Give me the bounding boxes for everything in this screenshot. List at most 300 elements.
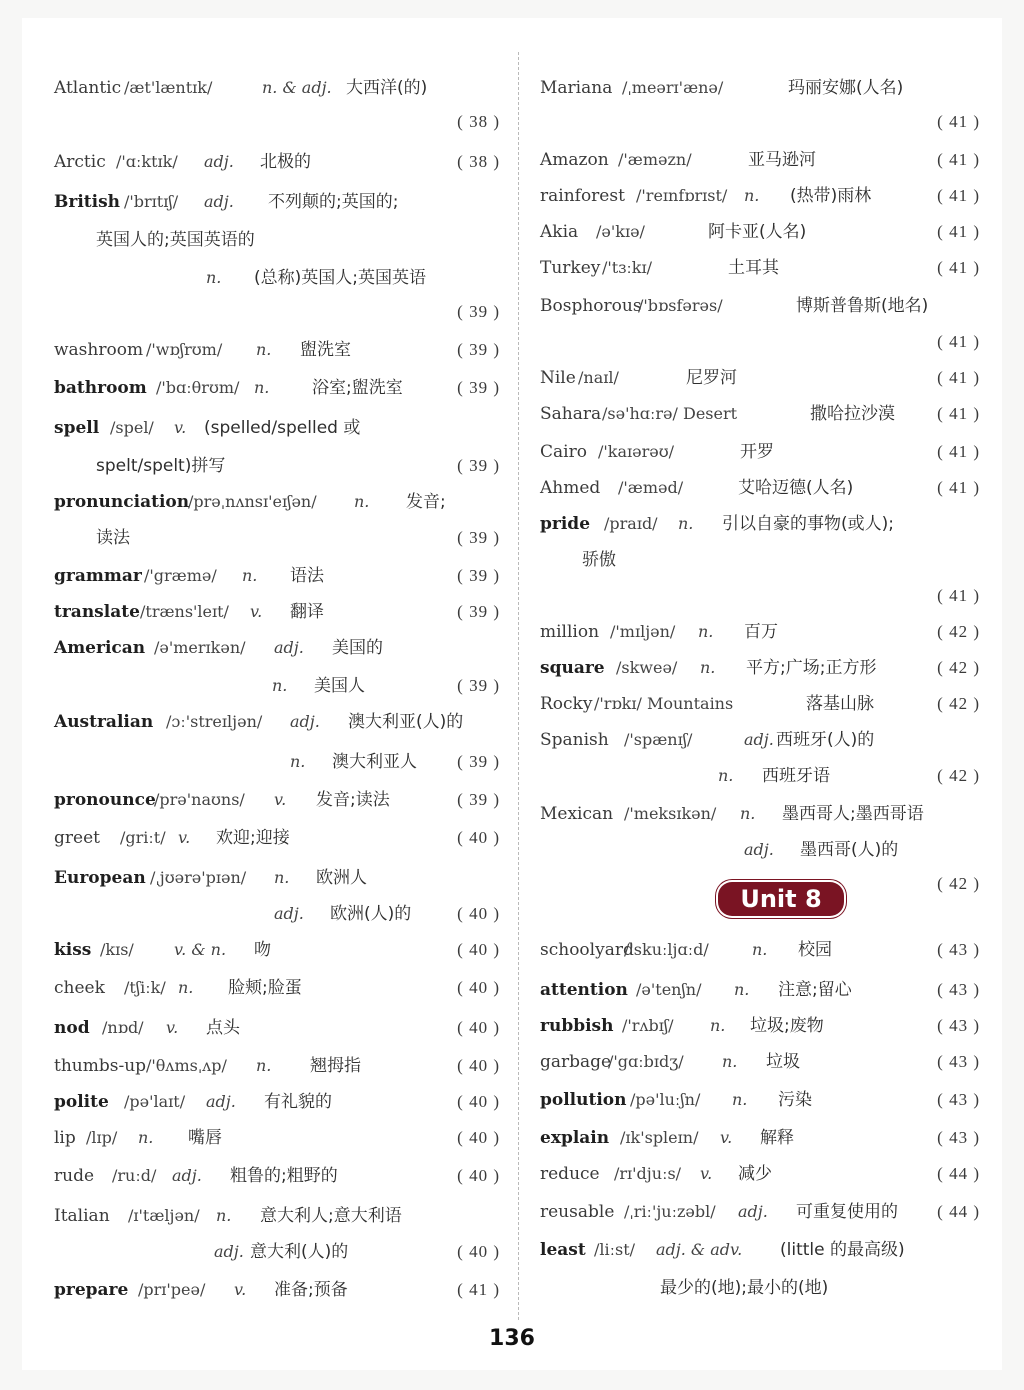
entry-page-ref: ( 43 ) xyxy=(937,1016,980,1035)
entry-part-of-speech: n. xyxy=(732,1090,748,1109)
entry-meaning: 点头 xyxy=(206,1018,240,1038)
entry-meaning: 嘴唇 xyxy=(188,1128,222,1148)
entry-word: explain xyxy=(540,1128,610,1148)
entry-meaning: 准备;预备 xyxy=(274,1280,348,1300)
entry-line xyxy=(540,800,980,828)
entry-part-of-speech: n. xyxy=(178,978,194,997)
entry-part-of-speech: adj. xyxy=(290,712,320,731)
entry-page-ref: ( 41 ) xyxy=(937,150,980,169)
entry-meaning: 不列颠的;英国的; xyxy=(268,192,399,212)
entry-phonetic: /ə'kɪə/ xyxy=(596,222,645,241)
entry-line xyxy=(54,1014,500,1042)
entry-word: pronounce xyxy=(54,790,156,810)
entry-meaning: spelt/spelt)拼写 xyxy=(96,456,226,476)
entry-word: washroom xyxy=(54,340,144,360)
entry-phonetic: /griːt/ xyxy=(120,828,166,847)
entry-line xyxy=(540,546,980,574)
entry-meaning: 土耳其 xyxy=(728,258,779,278)
entry-page-ref: ( 41 ) xyxy=(937,442,980,461)
entry-page-ref: ( 41 ) xyxy=(937,112,980,131)
entry-phonetic: /prə'naʊns/ xyxy=(154,790,245,809)
entry-meaning: 可重复使用的 xyxy=(796,1202,898,1222)
entry-meaning: 最少的(地);最小的(地) xyxy=(660,1278,829,1298)
entry-line xyxy=(540,654,980,682)
entry-part-of-speech: adj. xyxy=(274,638,304,657)
entry-part-of-speech: n. xyxy=(740,804,756,823)
entry-phonetic: /praɪd/ xyxy=(604,514,658,533)
entry-line xyxy=(540,1274,980,1302)
entry-line xyxy=(540,618,980,646)
entry-part-of-speech: adj. xyxy=(206,1092,236,1111)
entry-line xyxy=(54,74,500,102)
entry-line xyxy=(54,452,500,480)
entry-phonetic: /prɪ'peə/ xyxy=(138,1280,206,1299)
entry-meaning: 欢迎;迎接 xyxy=(216,828,290,848)
entry-phonetic: /'brɪtɪʃ/ xyxy=(124,192,179,211)
entry-line xyxy=(540,292,980,320)
entry-word: reduce xyxy=(540,1164,600,1184)
entry-line xyxy=(540,108,980,136)
entry-line xyxy=(54,298,500,326)
entry-meaning: 欧洲(人)的 xyxy=(330,904,412,924)
entry-meaning: 粗鲁的;粗野的 xyxy=(230,1166,338,1186)
entry-part-of-speech: adj. xyxy=(274,904,304,923)
entry-line xyxy=(540,400,980,428)
entry-word: Australian xyxy=(54,712,154,732)
entry-line xyxy=(540,474,980,502)
entry-word: rubbish xyxy=(540,1016,614,1036)
entry-page-ref: ( 40 ) xyxy=(457,940,500,959)
entry-part-of-speech: adj. xyxy=(744,840,774,859)
entry-line xyxy=(540,976,980,1004)
entry-word: garbage xyxy=(540,1052,612,1072)
entry-word: Turkey xyxy=(540,258,601,278)
entry-part-of-speech: n. xyxy=(734,980,750,999)
entry-phonetic: /ɪ'tæljən/ xyxy=(128,1206,200,1225)
entry-line xyxy=(540,1048,980,1076)
entry-line xyxy=(540,146,980,174)
entry-meaning: (总称)英国人;英国英语 xyxy=(254,268,426,288)
entry-meaning: 发音;读法 xyxy=(316,790,390,810)
entry-meaning: 博斯普鲁斯(地名) xyxy=(796,296,929,316)
entry-meaning: 英国人的;英国英语的 xyxy=(96,230,255,250)
entry-part-of-speech: n. xyxy=(274,868,290,887)
entry-meaning: 语法 xyxy=(290,566,324,586)
entry-meaning: 注意;留心 xyxy=(778,980,852,1000)
entry-phonetic: /tʃiːk/ xyxy=(124,978,166,997)
entry-page-ref: ( 40 ) xyxy=(457,1092,500,1111)
entry-part-of-speech: n. xyxy=(254,378,270,397)
entry-line xyxy=(54,336,500,364)
entry-page-ref: ( 41 ) xyxy=(937,586,980,605)
entry-page-ref: ( 40 ) xyxy=(457,1128,500,1147)
entry-meaning: 玛丽安娜(人名) xyxy=(788,78,904,98)
entry-part-of-speech: n. xyxy=(256,1056,272,1075)
entry-word: prepare xyxy=(54,1280,129,1300)
entry-phonetic: /prəˌnʌnsɪ'eɪʃən/ xyxy=(188,492,317,511)
entry-page-ref: ( 44 ) xyxy=(937,1202,980,1221)
entry-line xyxy=(54,748,500,776)
entry-part-of-speech: adj. xyxy=(738,1202,768,1221)
entry-page-ref: ( 39 ) xyxy=(457,528,500,547)
entry-line xyxy=(54,1088,500,1116)
entry-word: rainforest xyxy=(540,186,625,206)
entry-page-ref: ( 39 ) xyxy=(457,566,500,585)
entry-phonetic: /'kaɪərəʊ/ xyxy=(598,442,675,461)
entry-word: greet xyxy=(54,828,100,848)
entry-word: square xyxy=(540,658,605,678)
entry-line xyxy=(54,226,500,254)
entry-line xyxy=(540,762,980,790)
entry-page-ref: ( 40 ) xyxy=(457,828,500,847)
entry-word: British xyxy=(54,192,121,212)
entry-part-of-speech: v. xyxy=(178,828,191,847)
entry-phonetic: /skweə/ xyxy=(616,658,678,677)
entry-page-ref: ( 41 ) xyxy=(937,332,980,351)
entry-word: American xyxy=(54,638,146,658)
entry-meaning: 引以自豪的事物(或人); xyxy=(722,514,894,534)
entry-line xyxy=(540,1012,980,1040)
entry-page-ref: ( 42 ) xyxy=(937,874,980,893)
entry-word: lip xyxy=(54,1128,76,1148)
entry-page-ref: ( 39 ) xyxy=(457,752,500,771)
entry-part-of-speech: adj. xyxy=(214,1242,244,1261)
entry-phonetic: /ə'merɪkən/ xyxy=(154,638,246,657)
entry-line xyxy=(54,562,500,590)
entry-word: least xyxy=(540,1240,586,1260)
entry-word: pollution xyxy=(540,1090,627,1110)
entry-part-of-speech: adj. xyxy=(172,1166,202,1185)
entry-word: Rocky xyxy=(540,694,593,714)
entry-line xyxy=(54,1162,500,1190)
entry-word: bathroom xyxy=(54,378,147,398)
entry-part-of-speech: adj. xyxy=(204,192,234,211)
entry-phonetic: /'bɑːθrʊm/ xyxy=(156,378,240,397)
entry-meaning: 校园 xyxy=(798,940,832,960)
entry-meaning: 骄傲 xyxy=(582,550,616,570)
entry-meaning: 美国的 xyxy=(332,638,383,658)
entry-phonetic: /ruːd/ xyxy=(112,1166,157,1185)
entry-meaning: 阿卡亚(人名) xyxy=(708,222,807,242)
entry-part-of-speech: n. xyxy=(744,186,760,205)
entry-word: kiss xyxy=(54,940,92,960)
entry-meaning: 吻 xyxy=(254,940,271,960)
entry-page-ref: ( 40 ) xyxy=(457,978,500,997)
entry-page-ref: ( 42 ) xyxy=(937,622,980,641)
entry-page-ref: ( 40 ) xyxy=(457,1018,500,1037)
entry-word: European xyxy=(54,868,146,888)
entry-page-ref: ( 39 ) xyxy=(457,790,500,809)
entry-page-ref: ( 43 ) xyxy=(937,980,980,999)
entry-phonetic: /naɪl/ xyxy=(578,368,619,387)
entry-page-ref: ( 41 ) xyxy=(457,1280,500,1299)
entry-word: reusable xyxy=(540,1202,615,1222)
entry-line xyxy=(54,974,500,1002)
entry-phonetic: /lɪp/ xyxy=(86,1128,118,1147)
entry-part-of-speech: n. xyxy=(700,658,716,677)
entry-part-of-speech: v. xyxy=(234,1280,247,1299)
dictionary-page xyxy=(22,18,1002,1370)
entry-line xyxy=(54,148,500,176)
entry-phonetic: /nɒd/ xyxy=(102,1018,144,1037)
entry-line xyxy=(54,108,500,136)
entry-meaning: 撒哈拉沙漠 xyxy=(810,404,895,424)
entry-page-ref: ( 39 ) xyxy=(457,378,500,397)
entry-line xyxy=(540,1160,980,1188)
entry-word: Bosphorous xyxy=(540,296,642,316)
entry-meaning: 开罗 xyxy=(740,442,774,462)
entry-meaning: 垃圾 xyxy=(766,1052,800,1072)
entry-page-ref: ( 41 ) xyxy=(937,404,980,423)
entry-part-of-speech: adj. & adv. xyxy=(656,1240,743,1259)
entry-part-of-speech: n. xyxy=(272,676,288,695)
entry-page-ref: ( 43 ) xyxy=(937,940,980,959)
entry-word: cheek xyxy=(54,978,105,998)
entry-page-ref: ( 42 ) xyxy=(937,766,980,785)
entry-meaning: 西班牙语 xyxy=(762,766,830,786)
entry-part-of-speech: v. xyxy=(174,418,187,437)
entry-phonetic: /'skuːljɑːd/ xyxy=(624,940,709,959)
entry-part-of-speech: n. xyxy=(718,766,734,785)
entry-line xyxy=(54,414,500,442)
entry-meaning: 解释 xyxy=(760,1128,794,1148)
entry-page-ref: ( 41 ) xyxy=(937,222,980,241)
entry-meaning: 浴室;盥洗室 xyxy=(312,378,403,398)
entry-line xyxy=(540,726,980,754)
entry-part-of-speech: n. & adj. xyxy=(262,78,332,97)
entry-line xyxy=(540,836,980,864)
entry-line xyxy=(540,582,980,610)
entry-meaning: (热带)雨林 xyxy=(790,186,872,206)
entry-meaning: 有礼貌的 xyxy=(264,1092,332,1112)
entry-phonetic: /rɪ'djuːs/ xyxy=(614,1164,682,1183)
entry-phonetic: /ˌriː'juːzəbl/ xyxy=(624,1202,716,1221)
entry-word: spell xyxy=(54,418,100,438)
entry-meaning: 污染 xyxy=(778,1090,812,1110)
entry-line xyxy=(54,188,500,216)
entry-line xyxy=(54,900,500,928)
entry-meaning: 美国人 xyxy=(314,676,365,696)
entry-word: attention xyxy=(540,980,628,1000)
entry-word: Ahmed xyxy=(540,478,601,498)
entry-line xyxy=(54,936,500,964)
entry-phonetic: /ˌmeərɪ'ænə/ xyxy=(622,78,724,97)
entry-line xyxy=(54,264,500,292)
entry-part-of-speech: adj. xyxy=(204,152,234,171)
entry-phonetic: /sə'hɑːrə/ Desert xyxy=(602,404,738,423)
entry-page-ref: ( 43 ) xyxy=(937,1052,980,1071)
entry-phonetic: /'rɒkɪ/ Mountains xyxy=(594,694,734,713)
entry-phonetic: /'bɒsfərəs/ xyxy=(638,296,723,315)
entry-part-of-speech: n. xyxy=(354,492,370,511)
entry-phonetic: /'meksɪkən/ xyxy=(624,804,717,823)
entry-word: nod xyxy=(54,1018,90,1038)
entry-part-of-speech: n. xyxy=(722,1052,738,1071)
entry-line xyxy=(54,786,500,814)
entry-line xyxy=(54,634,500,662)
entry-phonetic: /'æməd/ xyxy=(618,478,684,497)
entry-page-ref: ( 38 ) xyxy=(457,152,500,171)
entry-meaning: 欧洲人 xyxy=(316,868,367,888)
entry-word: thumbs-up xyxy=(54,1056,147,1076)
entry-meaning: 大西洋(的) xyxy=(346,78,428,98)
entry-line xyxy=(540,870,980,898)
entry-phonetic: /'reɪnfɒrɪst/ xyxy=(636,186,728,205)
entry-meaning: 西班牙(人)的 xyxy=(776,730,875,750)
entry-line xyxy=(540,936,980,964)
entry-meaning: 艾哈迈德(人名) xyxy=(738,478,854,498)
entry-page-ref: ( 43 ) xyxy=(937,1090,980,1109)
entry-line xyxy=(54,374,500,402)
entry-page-ref: ( 39 ) xyxy=(457,602,500,621)
entry-part-of-speech: adj. xyxy=(744,730,774,749)
entry-word: Italian xyxy=(54,1206,110,1226)
entry-page-ref: ( 41 ) xyxy=(937,478,980,497)
entry-phonetic: /æt'læntɪk/ xyxy=(124,78,213,97)
entry-meaning: 墨西哥人;墨西哥语 xyxy=(782,804,924,824)
entry-word: polite xyxy=(54,1092,109,1112)
entry-phonetic: /'tɜːkɪ/ xyxy=(602,258,652,277)
column-divider xyxy=(518,52,519,1320)
entry-meaning: 尼罗河 xyxy=(686,368,737,388)
entry-page-ref: ( 42 ) xyxy=(937,658,980,677)
entry-meaning: 意大利人;意大利语 xyxy=(260,1206,402,1226)
entry-meaning: 百万 xyxy=(744,622,778,642)
entry-line xyxy=(540,182,980,210)
entry-meaning: (little 的最高级) xyxy=(780,1240,905,1260)
entry-page-ref: ( 41 ) xyxy=(937,186,980,205)
entry-part-of-speech: n. xyxy=(710,1016,726,1035)
entry-line xyxy=(54,864,500,892)
entry-line xyxy=(540,328,980,356)
entry-part-of-speech: v. xyxy=(250,602,263,621)
entry-page-ref: ( 40 ) xyxy=(457,904,500,923)
entry-phonetic: /ə'tenʃn/ xyxy=(636,980,702,999)
entry-part-of-speech: n. xyxy=(678,514,694,533)
entry-meaning: 垃圾;废物 xyxy=(750,1016,824,1036)
entry-line xyxy=(540,1236,980,1264)
entry-line xyxy=(540,1086,980,1114)
entry-meaning: 北极的 xyxy=(260,152,311,172)
entry-line xyxy=(540,438,980,466)
entry-phonetic: /'θʌmsˌʌp/ xyxy=(146,1056,227,1075)
entry-word: Atlantic xyxy=(54,78,122,98)
entry-phonetic: /ɔː'streɪljən/ xyxy=(166,712,263,731)
entry-line xyxy=(54,1124,500,1152)
entry-meaning: 翘拇指 xyxy=(310,1056,361,1076)
entry-phonetic: /'gɑːbɪdʒ/ xyxy=(608,1052,684,1071)
entry-phonetic: /'ɑːktɪk/ xyxy=(116,152,178,171)
entry-phonetic: /kɪs/ xyxy=(100,940,134,959)
entry-line xyxy=(54,1276,500,1304)
entry-meaning: 盥洗室 xyxy=(300,340,351,360)
entry-meaning: 读法 xyxy=(96,528,130,548)
entry-part-of-speech: n. xyxy=(138,1128,154,1147)
entry-part-of-speech: n. xyxy=(206,268,222,287)
entry-line xyxy=(540,218,980,246)
entry-line xyxy=(54,1238,500,1266)
entry-line xyxy=(540,364,980,392)
entry-line xyxy=(540,254,980,282)
entry-part-of-speech: n. xyxy=(698,622,714,641)
entry-page-ref: ( 39 ) xyxy=(457,302,500,321)
entry-part-of-speech: v. xyxy=(720,1128,733,1147)
entry-part-of-speech: n. xyxy=(216,1206,232,1225)
entry-meaning: 澳大利亚人 xyxy=(332,752,417,772)
entry-word: schoolyard xyxy=(540,940,634,960)
entry-line xyxy=(540,510,980,538)
entry-line xyxy=(54,1052,500,1080)
entry-word: grammar xyxy=(54,566,142,586)
entry-page-ref: ( 38 ) xyxy=(457,112,500,131)
entry-phonetic: /'spænɪʃ/ xyxy=(624,730,693,749)
entry-line xyxy=(540,1198,980,1226)
entry-meaning: 墨西哥(人)的 xyxy=(800,840,899,860)
entry-phonetic: /pə'laɪt/ xyxy=(124,1092,186,1111)
entry-word: Arctic xyxy=(54,152,106,172)
entry-word: Cairo xyxy=(540,442,587,462)
entry-part-of-speech: v. xyxy=(274,790,287,809)
entry-phonetic: /'æməzn/ xyxy=(618,150,692,169)
entry-part-of-speech: v. xyxy=(166,1018,179,1037)
entry-word: pride xyxy=(540,514,591,534)
entry-line xyxy=(54,488,500,516)
entry-phonetic: /'wɒʃrʊm/ xyxy=(146,340,223,359)
entry-line xyxy=(540,74,980,102)
entry-page-ref: ( 42 ) xyxy=(937,694,980,713)
entry-page-ref: ( 40 ) xyxy=(457,1242,500,1261)
entry-part-of-speech: v. xyxy=(700,1164,713,1183)
entry-phonetic: /'græmə/ xyxy=(144,566,217,585)
entry-word: Nile xyxy=(540,368,576,388)
entry-phonetic: /ɪk'spleɪn/ xyxy=(620,1128,699,1147)
entry-word: rude xyxy=(54,1166,95,1186)
entry-page-ref: ( 40 ) xyxy=(457,1056,500,1075)
entry-word: pronunciation xyxy=(54,492,190,512)
page-number: 136 xyxy=(489,1326,535,1351)
entry-line xyxy=(54,672,500,700)
entry-page-ref: ( 44 ) xyxy=(937,1164,980,1183)
entry-meaning: (spelled/spelled 或 xyxy=(204,418,361,438)
entry-page-ref: ( 39 ) xyxy=(457,456,500,475)
entry-phonetic: /pə'luːʃn/ xyxy=(630,1090,701,1109)
entry-meaning: 翻译 xyxy=(290,602,324,622)
entry-part-of-speech: n. xyxy=(752,940,768,959)
entry-meaning: 减少 xyxy=(738,1164,772,1184)
entry-page-ref: ( 40 ) xyxy=(457,1166,500,1185)
entry-word: Akia xyxy=(540,222,579,242)
entry-part-of-speech: n. xyxy=(256,340,272,359)
entry-part-of-speech: n. xyxy=(290,752,306,771)
entry-line xyxy=(540,1124,980,1152)
entry-phonetic: /spel/ xyxy=(110,418,154,437)
entry-meaning: 落基山脉 xyxy=(806,694,874,714)
entry-phonetic: /træns'leɪt/ xyxy=(140,602,229,621)
entry-word: Mexican xyxy=(540,804,614,824)
entry-meaning: 发音; xyxy=(406,492,446,512)
entry-line xyxy=(54,1202,500,1230)
entry-meaning: 平方;广场;正方形 xyxy=(746,658,877,678)
entry-page-ref: ( 39 ) xyxy=(457,676,500,695)
entry-meaning: 意大利(人)的 xyxy=(250,1242,349,1262)
unit-heading: Unit 8 xyxy=(718,882,844,916)
entry-part-of-speech: n. xyxy=(242,566,258,585)
entry-meaning: 脸颊;脸蛋 xyxy=(228,978,302,998)
entry-word: translate xyxy=(54,602,140,622)
entry-phonetic: /'mɪljən/ xyxy=(610,622,676,641)
entry-part-of-speech: v. & n. xyxy=(174,940,227,959)
entry-line xyxy=(54,524,500,552)
